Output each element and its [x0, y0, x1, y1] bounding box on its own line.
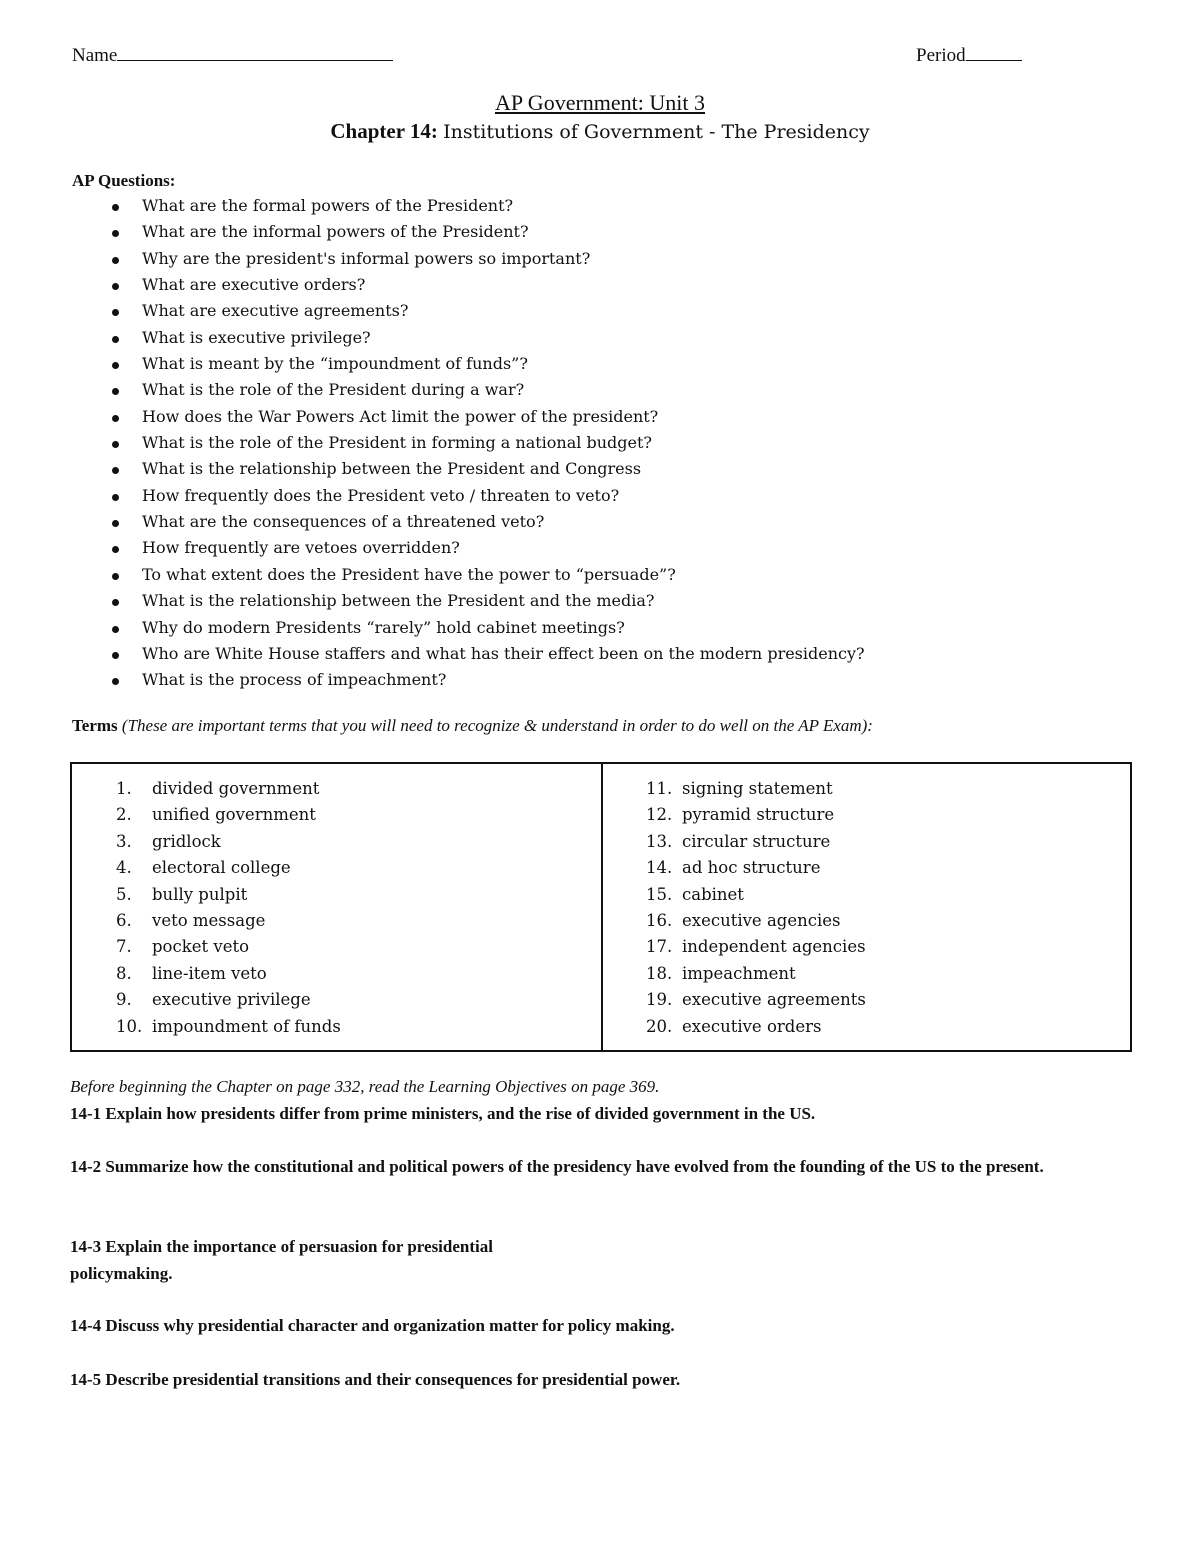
terms-heading	[72, 716, 873, 736]
terms-column-left	[116, 776, 341, 1040]
question-item: What is the process of impeachment?	[106, 667, 865, 693]
term-item: 5. bully pulpit	[116, 884, 248, 904]
question-item: What is the relationship between the President and the media?	[106, 588, 865, 614]
question-item: What is the relationship between the President and Congress	[106, 456, 865, 482]
ap-questions-list	[106, 193, 865, 694]
question-item: What is executive privilege?	[106, 325, 865, 351]
term-item: 15. cabinet	[646, 884, 744, 904]
question-item: What are executive agreements?	[106, 298, 865, 324]
period-blank[interactable]	[966, 42, 1022, 61]
terms-label: Terms	[72, 716, 118, 735]
question-item: What are the formal powers of the President?	[106, 193, 865, 219]
question-item: To what extent does the President have the power to “persuade”?	[106, 562, 865, 588]
question-item: Why are the president's informal powers so important?	[106, 246, 865, 272]
term-item: 11. signing statement	[646, 779, 833, 798]
period-label: Period	[916, 45, 966, 66]
term-item: 1. divided government	[116, 779, 320, 798]
period-field[interactable]	[916, 42, 1022, 67]
term-item: 6. veto message	[116, 910, 266, 930]
chapter-label: Chapter 14:	[330, 119, 438, 143]
name-label: Name	[72, 45, 118, 66]
ap-questions-heading: AP Questions:	[72, 171, 176, 190]
question-item: What are the informal powers of the President?	[106, 219, 865, 245]
learning-objective: 14-1 Explain how presidents differ from prime ministers, and the rise of divided government in the US.	[70, 1104, 816, 1123]
term-item: 16. executive agencies	[646, 910, 841, 930]
question-item: What are the consequences of a threatened veto?	[106, 509, 865, 535]
terms-column-divider	[601, 764, 603, 1050]
unit-title: AP Government: Unit 3	[495, 90, 705, 115]
term-item: 18. impeachment	[646, 963, 796, 983]
question-item: How frequently are vetoes overridden?	[106, 535, 865, 561]
question-item: What is the role of the President in forming a national budget?	[106, 430, 865, 456]
objectives-intro: Before beginning the Chapter on page 332, read the Learning Objectives on page 369.	[70, 1077, 660, 1096]
term-item: 3. gridlock	[116, 831, 221, 851]
chapter-title	[0, 119, 1200, 144]
term-item: 2. unified government	[116, 805, 316, 825]
question-item: How does the War Powers Act limit the power of the president?	[106, 404, 865, 430]
name-blank[interactable]	[117, 42, 393, 61]
term-item: 9. executive privilege	[116, 990, 311, 1010]
question-item: What are executive orders?	[106, 272, 865, 298]
question-item: Who are White House staffers and what has their effect been on the modern presidency?	[106, 641, 865, 667]
learning-objective: 14-4 Discuss why presidential character and organization matter for policy making.	[70, 1316, 675, 1335]
chapter-text: Institutions of Government - The Presidency	[443, 121, 870, 143]
learning-objective: 14-3 Explain the importance of persuasion for presidential policymaking.	[70, 1237, 493, 1283]
question-item: What is meant by the “impoundment of funds”?	[106, 351, 865, 377]
question-item: How frequently does the President veto / threaten to veto?	[106, 483, 865, 509]
term-item: 4. electoral college	[116, 858, 291, 878]
question-item: Why do modern Presidents “rarely” hold cabinet meetings?	[106, 615, 865, 641]
terms-description: (These are important terms that you will need to recognize & understand in order to do well on the AP Exam):	[121, 716, 873, 735]
term-item: 7. pocket veto	[116, 937, 250, 957]
terms-table	[70, 762, 1132, 1052]
term-item: 17. independent agencies	[646, 937, 866, 957]
term-item: 10. impoundment of funds	[116, 1016, 341, 1036]
learning-objective: 14-5 Describe presidential transitions and their consequences for presidential power.	[70, 1370, 681, 1389]
question-item: What is the role of the President during a war?	[106, 377, 865, 403]
term-item: 19. executive agreements	[646, 990, 866, 1010]
term-item: 20. executive orders	[646, 1016, 822, 1036]
term-item: 13. circular structure	[646, 831, 831, 851]
term-item: 14. ad hoc structure	[646, 858, 821, 878]
term-item: 12. pyramid structure	[646, 805, 835, 825]
name-field[interactable]	[72, 42, 393, 67]
learning-objective: 14-2 Summarize how the constitutional and political powers of the presidency have evolved from the founding of the US to the present.	[70, 1157, 1044, 1176]
term-item: 8. line-item veto	[116, 963, 267, 983]
terms-column-right	[646, 776, 866, 1040]
